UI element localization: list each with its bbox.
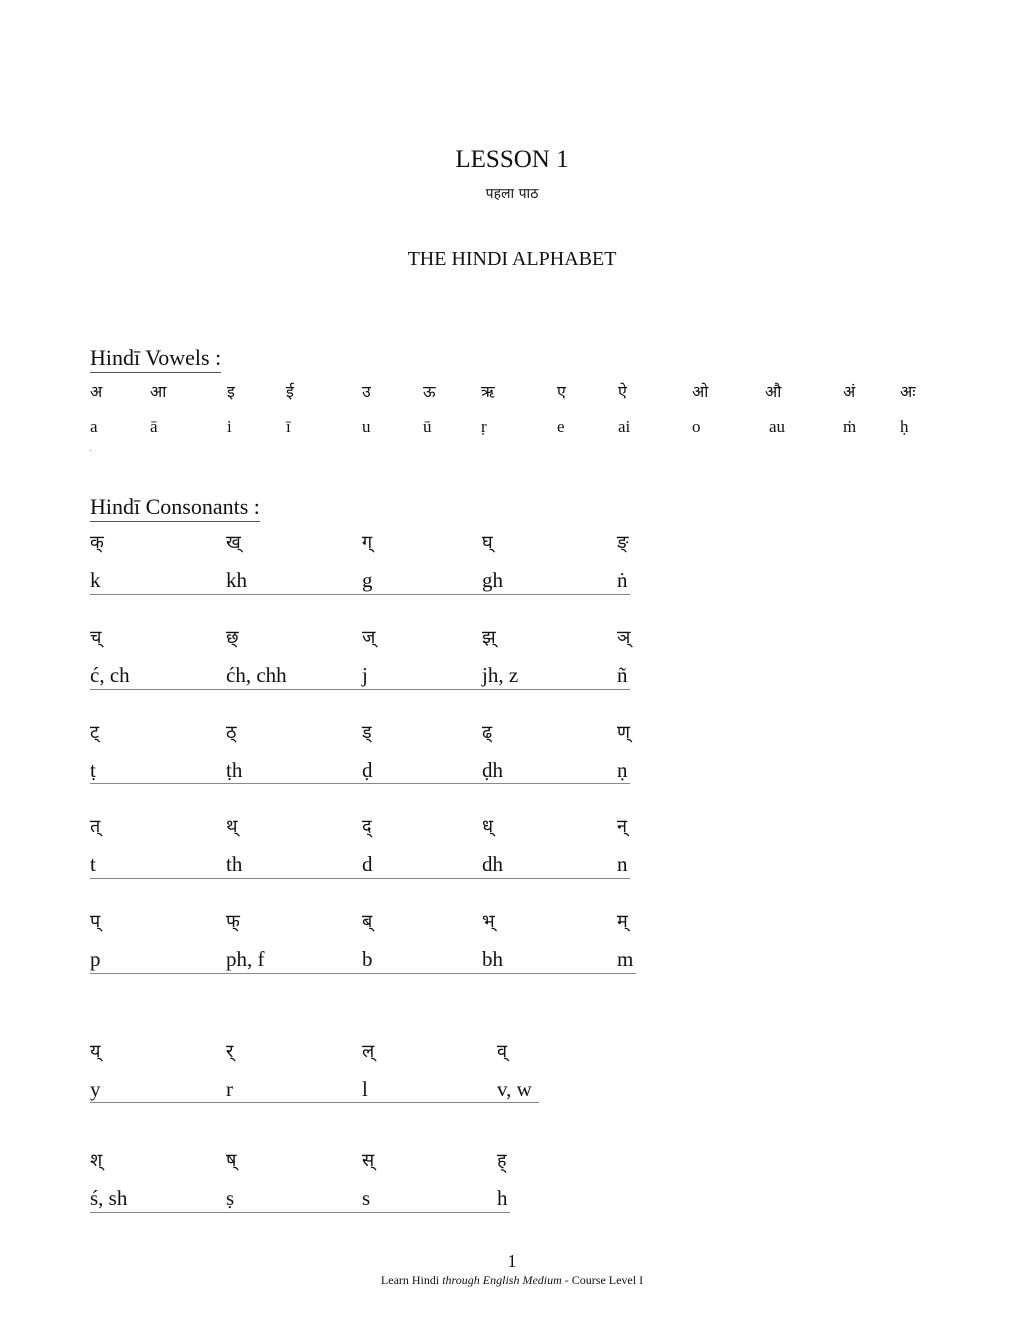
vowel-devanagari: अं bbox=[843, 382, 856, 401]
consonant-roman: h bbox=[497, 1186, 508, 1210]
group-underline bbox=[90, 689, 630, 690]
consonant-devanagari: थ् bbox=[226, 816, 238, 837]
consonant-devanagari: ख् bbox=[226, 532, 241, 553]
consonant-roman: ṭ bbox=[90, 758, 96, 782]
consonant-roman: ćh, chh bbox=[226, 663, 287, 687]
consonant-roman: l bbox=[362, 1077, 368, 1101]
lesson-title: LESSON 1 bbox=[455, 146, 569, 173]
group-underline bbox=[90, 594, 630, 595]
consonant-roman: dh bbox=[482, 852, 503, 876]
consonant-devanagari: ब् bbox=[362, 911, 373, 932]
group-underline bbox=[90, 1102, 539, 1103]
consonant-roman: r bbox=[226, 1077, 233, 1101]
consonant-devanagari: ष् bbox=[226, 1150, 237, 1171]
vowel-devanagari: उ bbox=[362, 382, 371, 401]
vowel-devanagari: ओ bbox=[692, 382, 709, 401]
group-underline bbox=[90, 1212, 510, 1213]
vowel-roman: u bbox=[362, 417, 371, 436]
consonant-devanagari: छ् bbox=[226, 627, 239, 648]
consonant-roman: gh bbox=[482, 568, 503, 592]
consonant-devanagari: ल् bbox=[362, 1041, 375, 1062]
page-number: 1 bbox=[507, 1251, 517, 1271]
vowel-devanagari: ए bbox=[557, 382, 566, 401]
consonant-roman: b bbox=[362, 947, 373, 971]
vowel-devanagari: ऊ bbox=[423, 382, 436, 401]
consonant-roman: ñ bbox=[617, 663, 628, 687]
consonant-roman: v, w bbox=[497, 1077, 532, 1101]
consonant-devanagari: क् bbox=[90, 532, 104, 553]
vowel-roman: a bbox=[90, 417, 98, 436]
vowel-devanagari: इ bbox=[227, 382, 235, 401]
consonant-roman: bh bbox=[482, 947, 503, 971]
vowel-devanagari: ऐ bbox=[618, 382, 627, 401]
consonant-roman: n bbox=[617, 852, 628, 876]
consonant-roman: ṅ bbox=[617, 568, 628, 592]
consonant-devanagari: ड् bbox=[362, 722, 372, 743]
consonant-roman: ḍ bbox=[362, 758, 373, 782]
consonant-devanagari: ग् bbox=[362, 532, 373, 553]
footer-prefix: Learn Hindi bbox=[380, 1273, 443, 1287]
vowel-roman: o bbox=[692, 417, 701, 436]
footer-italic: through English Medium bbox=[442, 1273, 562, 1287]
consonant-roman: s bbox=[362, 1186, 371, 1210]
consonant-devanagari: न् bbox=[617, 816, 627, 837]
vowel-roman: ai bbox=[618, 417, 631, 436]
consonant-roman: jh, z bbox=[482, 663, 519, 687]
consonant-devanagari: घ् bbox=[482, 532, 493, 553]
lesson-subtitle: पहला पाठ bbox=[485, 186, 539, 202]
consonant-devanagari: फ् bbox=[226, 911, 240, 932]
consonant-roman: ḍh bbox=[482, 758, 503, 782]
footer-suffix: - Course Level I bbox=[561, 1273, 644, 1287]
consonant-devanagari: ह् bbox=[497, 1150, 507, 1171]
consonant-devanagari: म् bbox=[617, 911, 628, 932]
consonant-devanagari: ठ् bbox=[226, 722, 237, 743]
consonant-devanagari: ट् bbox=[90, 722, 100, 743]
consonant-roman: d bbox=[362, 852, 373, 876]
consonant-devanagari: य् bbox=[90, 1041, 101, 1062]
consonants-heading: Hindī Consonants : bbox=[90, 494, 260, 522]
consonant-roman: p bbox=[90, 947, 101, 971]
consonant-roman: j bbox=[362, 663, 368, 687]
vowel-devanagari: अः bbox=[900, 382, 916, 401]
stray-dot bbox=[90, 450, 91, 451]
vowels-heading: Hindī Vowels : bbox=[90, 345, 221, 373]
vowel-roman: ī bbox=[286, 417, 291, 436]
consonant-devanagari: च् bbox=[90, 627, 102, 648]
consonant-devanagari: भ् bbox=[482, 911, 495, 932]
vowel-roman: au bbox=[769, 417, 786, 436]
consonant-roman: ś, sh bbox=[90, 1186, 128, 1210]
vowel-devanagari: आ bbox=[150, 382, 167, 401]
consonant-roman: ṇ bbox=[617, 758, 628, 782]
consonant-roman: ć, ch bbox=[90, 663, 130, 687]
consonant-roman: t bbox=[90, 852, 96, 876]
consonant-devanagari: ध् bbox=[482, 816, 494, 837]
consonant-devanagari: ज् bbox=[362, 627, 376, 648]
consonant-roman: th bbox=[226, 852, 243, 876]
consonant-roman: m bbox=[617, 947, 634, 971]
consonant-roman: kh bbox=[226, 568, 247, 592]
consonant-devanagari: ङ् bbox=[617, 532, 629, 553]
consonant-devanagari: प् bbox=[90, 911, 101, 932]
section-title: THE HINDI ALPHABET bbox=[407, 248, 617, 270]
consonant-devanagari: श् bbox=[90, 1150, 103, 1171]
vowel-devanagari: अ bbox=[90, 382, 103, 401]
consonant-roman: ṭh bbox=[226, 758, 243, 782]
consonant-devanagari: ण् bbox=[617, 722, 631, 743]
consonant-devanagari: त् bbox=[90, 816, 101, 837]
group-underline bbox=[90, 783, 630, 784]
vowel-devanagari: ई bbox=[286, 382, 294, 401]
group-underline bbox=[90, 973, 636, 974]
group-underline bbox=[90, 878, 630, 879]
consonant-roman: ṣ bbox=[226, 1186, 235, 1210]
consonant-roman: k bbox=[90, 568, 101, 592]
consonant-roman: ph, f bbox=[226, 947, 265, 971]
vowel-roman: ḥ bbox=[900, 417, 909, 436]
consonant-devanagari: र् bbox=[226, 1041, 234, 1062]
consonant-roman: g bbox=[362, 568, 373, 592]
vowel-roman: e bbox=[557, 417, 565, 436]
footer bbox=[0, 1273, 1024, 1288]
consonant-devanagari: व् bbox=[497, 1041, 508, 1062]
consonant-devanagari: स् bbox=[362, 1150, 375, 1171]
vowel-roman: i bbox=[227, 417, 232, 436]
consonant-devanagari: द् bbox=[362, 816, 372, 837]
consonant-devanagari: झ् bbox=[482, 627, 496, 648]
vowel-roman: ṛ bbox=[481, 417, 487, 436]
consonant-devanagari: ञ् bbox=[617, 627, 631, 648]
vowel-roman: ū bbox=[423, 417, 432, 436]
consonant-devanagari: ढ् bbox=[482, 722, 493, 743]
consonant-roman: y bbox=[90, 1077, 101, 1101]
vowel-devanagari: औ bbox=[765, 382, 782, 401]
vowel-devanagari: ऋ bbox=[481, 382, 495, 401]
vowel-roman: ā bbox=[150, 417, 158, 436]
vowel-roman: ṁ bbox=[843, 417, 857, 436]
